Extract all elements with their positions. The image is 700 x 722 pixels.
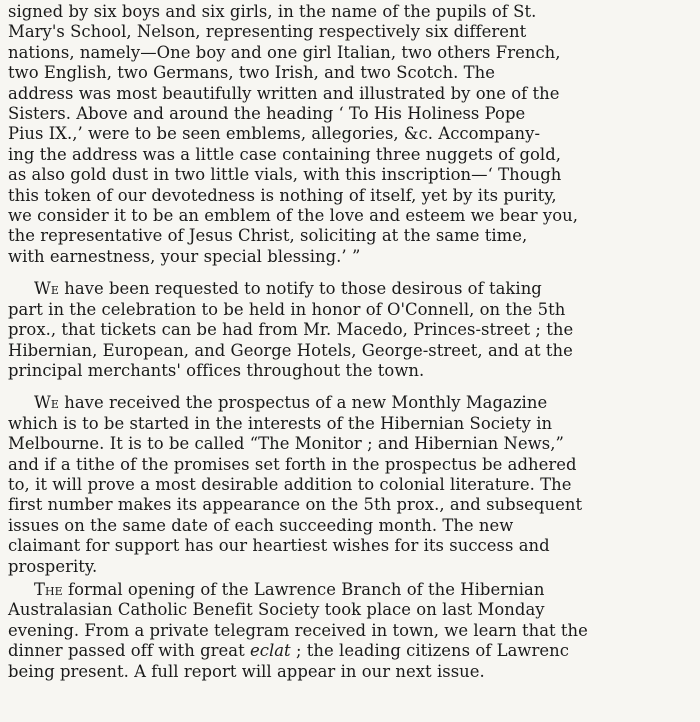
text-fragment: have been requested to notify to those desirous of taking <box>58 279 542 299</box>
text-line <box>8 641 690 661</box>
text-line: issues on the same date of each succeeding month. The new <box>8 515 514 535</box>
text-line: Mary's School, Nelson, representing respectively six different <box>8 22 527 42</box>
paragraph-gap <box>8 267 690 279</box>
text-line: signed by six boys and six girls, in the name of the pupils of St. <box>8 2 537 21</box>
text-line: being present. A full report will appear in our next issue. <box>8 661 485 681</box>
italic-word: eclat <box>249 641 291 661</box>
text-line: Pius IX.,’ were to be seen emblems, allegories, &c. Accompany- <box>8 124 541 144</box>
text-line: prox., that tickets can be had from Mr. Macedo, Princes-street ; the <box>8 320 574 340</box>
text-line <box>8 393 690 413</box>
paragraph-monthly-magazine <box>8 393 690 577</box>
text-fragment: formal opening of the Lawrence Branch of the Hibernian <box>62 579 545 599</box>
paragraph-gap <box>8 381 690 393</box>
text-line: Melbourne. It is to be called “The Monitor ; and Hibernian News,” <box>8 434 564 454</box>
text-line: which is to be started in the interests of the Hibernian Society in <box>8 413 553 433</box>
text-line <box>8 580 690 600</box>
lead-word: We <box>34 393 59 413</box>
paragraph-lawrence-branch <box>8 580 690 682</box>
text-line: this token of our devotedness is nothing of itself, yet by its purity, <box>8 185 557 205</box>
text-line: Australasian Catholic Benefit Society took place on last Monday <box>8 600 545 620</box>
lead-word: The <box>34 579 63 599</box>
paragraph-oconnell-celebration <box>8 279 690 381</box>
text-line: the representative of Jesus Christ, soliciting at the same time, <box>8 226 528 246</box>
text-line: to, it will prove a most desirable addition to colonial literature. The <box>8 474 572 494</box>
text-line: evening. From a private telegram received in town, we learn that the <box>8 620 588 640</box>
text-line: and if a tithe of the promises set forth in the prospectus be adhered <box>8 454 577 474</box>
text-line: ing the address was a little case containing three nuggets of gold, <box>8 144 562 164</box>
text-line: we consider it to be an emblem of the love and esteem we bear you, <box>8 206 579 226</box>
lead-word: We <box>34 279 59 299</box>
text-fragment: dinner passed off with great <box>8 641 250 661</box>
text-line: Sisters. Above and around the heading ‘ To His Holiness Pope <box>8 104 526 124</box>
text-line <box>8 279 690 299</box>
text-line: two English, two Germans, two Irish, and two Scotch. The <box>8 63 495 83</box>
text-line: part in the celebration to be held in honor of O'Connell, on the 5th <box>8 299 566 319</box>
text-line: address was most beautifully written and illustrated by one of the <box>8 83 560 103</box>
text-line: Hibernian, European, and George Hotels, George-street, and at the <box>8 340 573 360</box>
text-fragment: have received the prospectus of a new Monthly Magazine <box>58 393 548 413</box>
text-fragment: ; the leading citizens of Lawrenc <box>290 641 569 661</box>
text-line: first number makes its appearance on the 5th prox., and subsequent <box>8 495 583 515</box>
text-line: prosperity. <box>8 556 98 576</box>
text-line: principal merchants' offices throughout the town. <box>8 360 425 380</box>
paragraph-address-description <box>8 2 690 267</box>
text-line: as also gold dust in two little vials, with this inscription—‘ Though <box>8 165 562 185</box>
text-line: claimant for support has our heartiest wishes for its success and <box>8 536 550 556</box>
text-line: nations, namely—One boy and one girl Italian, two others French, <box>8 42 561 62</box>
text-line: with earnestness, your special blessing.’ ” <box>8 246 361 266</box>
